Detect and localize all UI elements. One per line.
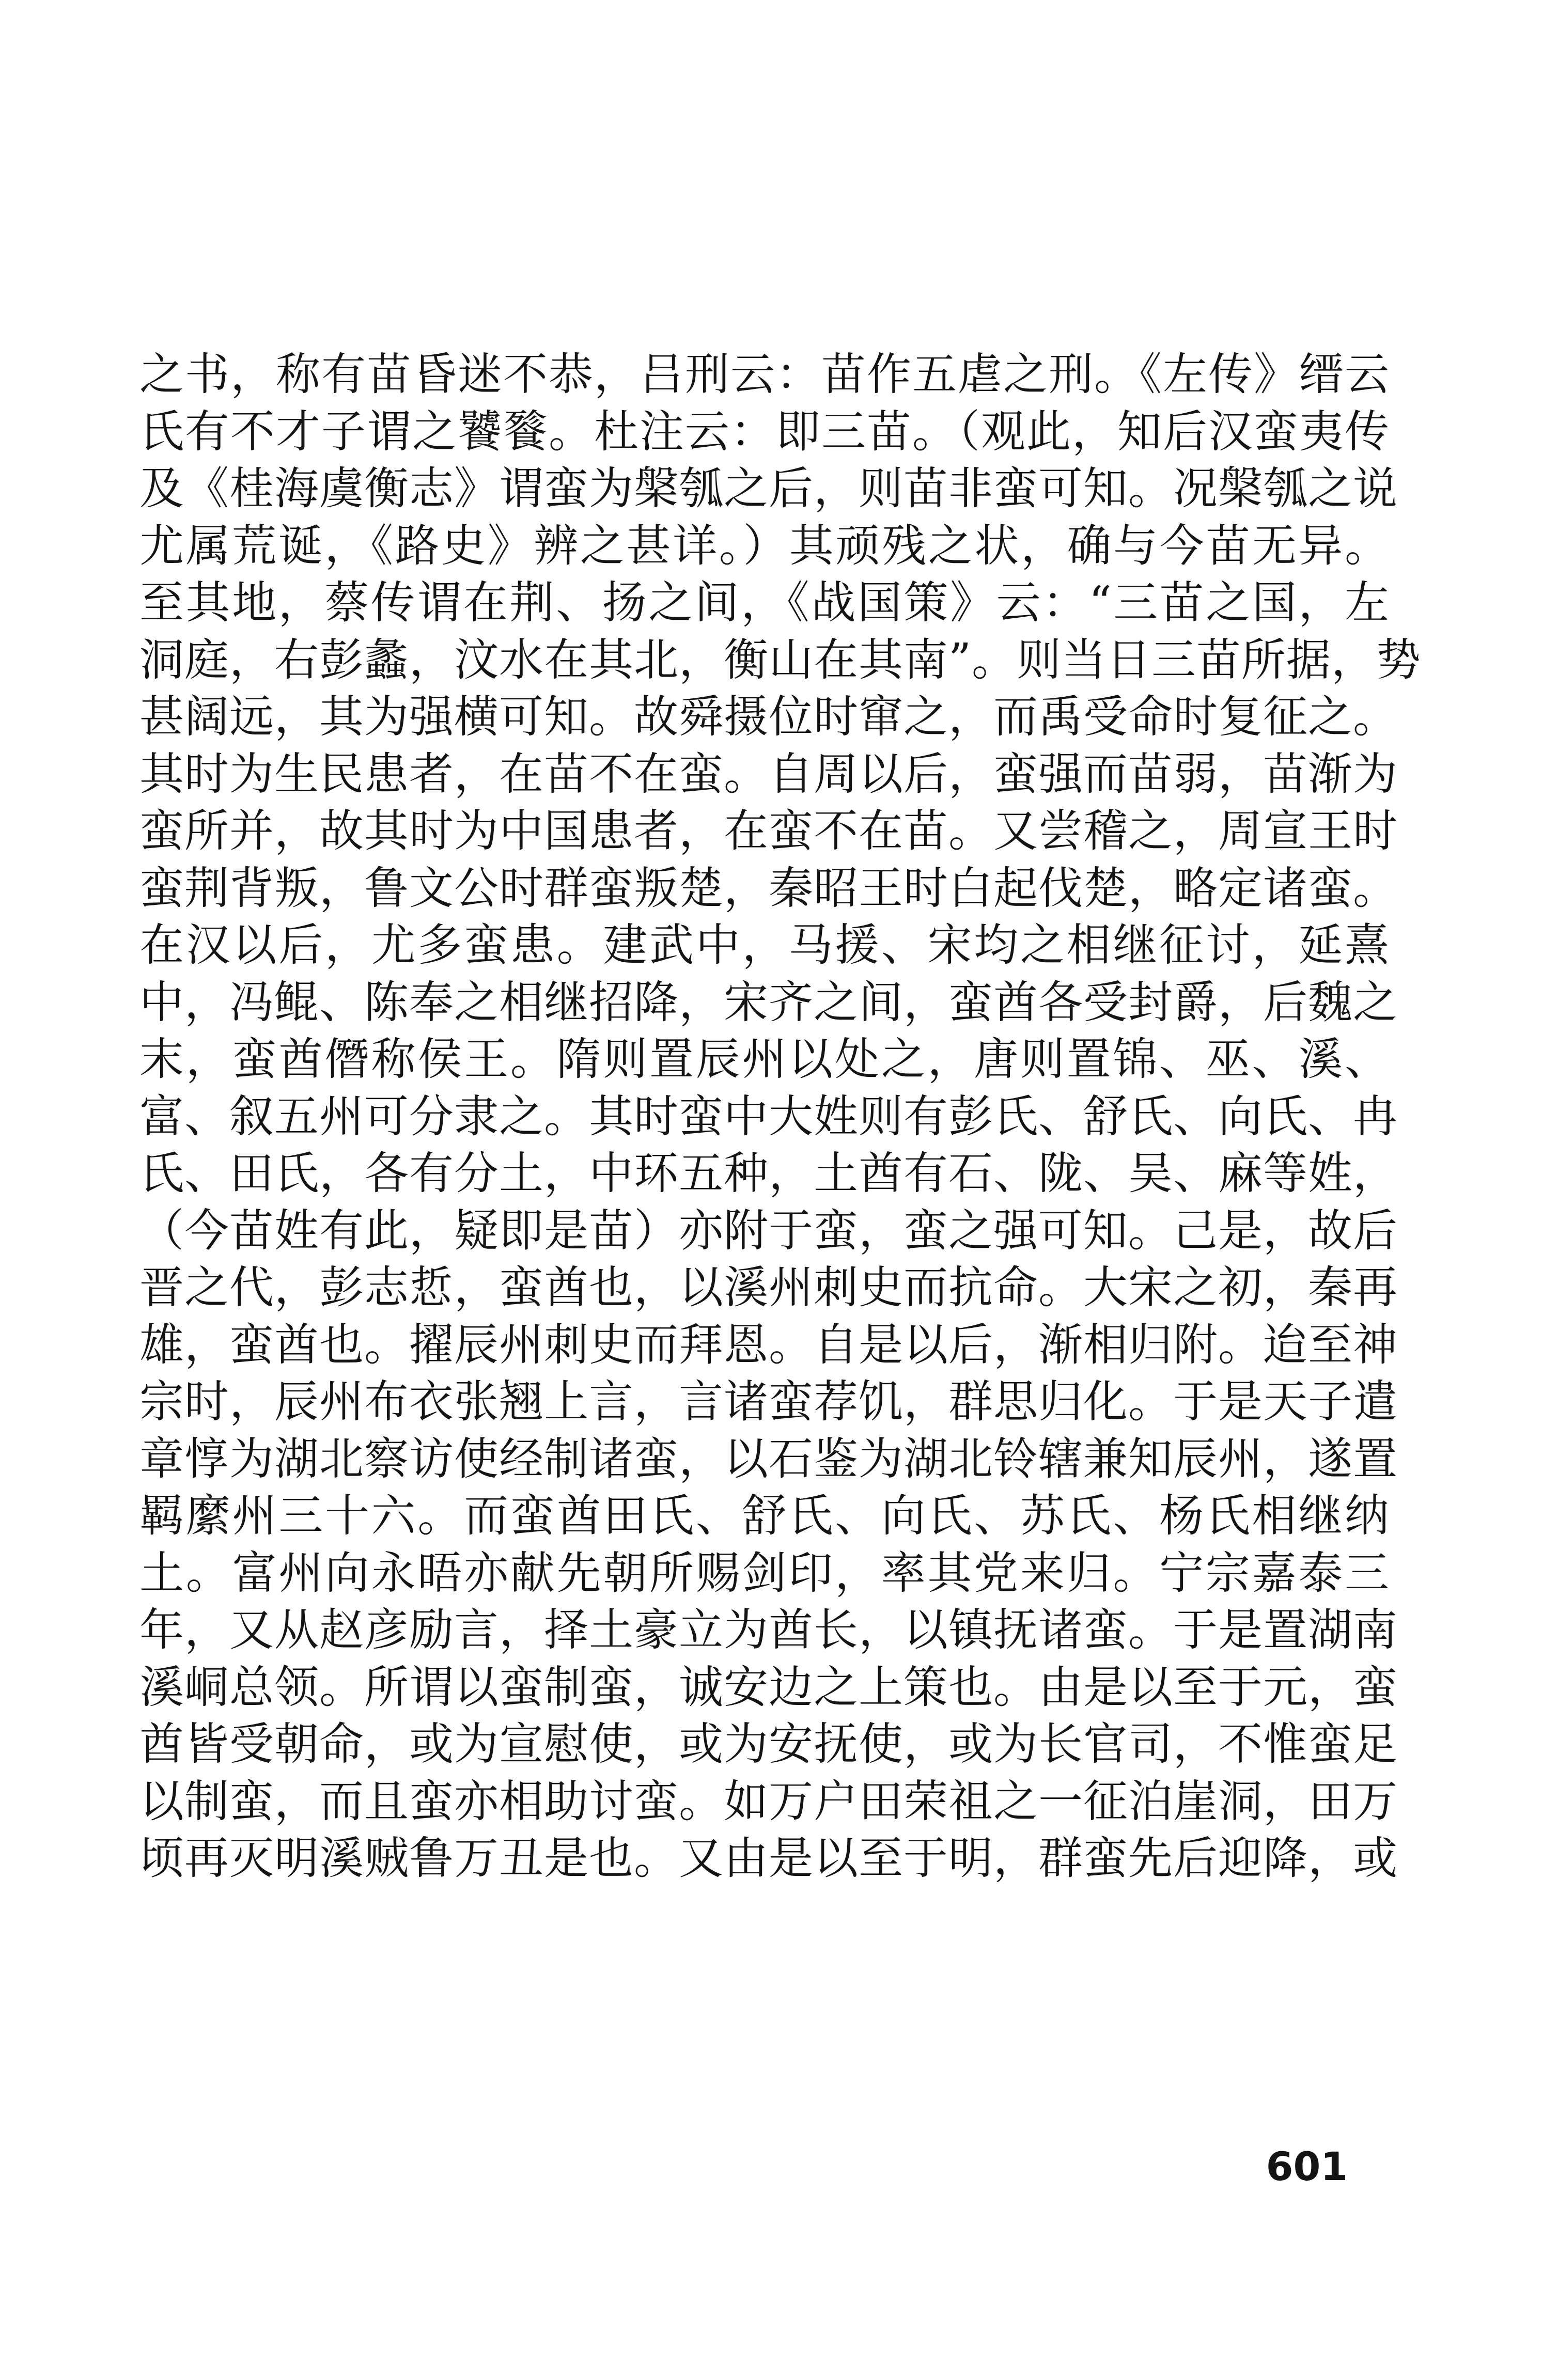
text-line: 在汉以后，尤多蛮患。建武中，马援、宋均之相继征讨，延熹 bbox=[139, 919, 1390, 971]
text-line: 溪峒总领。所谓以蛮制蛮，诚安边之上策也。由是以至于元，蛮 bbox=[139, 1661, 1398, 1713]
text-line: 中，冯鲲、陈奉之相继招降，宋齐之间，蛮酋各受封爵，后魏之 bbox=[139, 976, 1398, 1028]
text-line: 雄，蛮酋也。擢辰州刺史而拜恩。自是以后，渐相归附。迨至神 bbox=[139, 1319, 1398, 1371]
text-line: 年，又从赵彦励言，择土豪立为酋长，以镇抚诸蛮。于是置湖南 bbox=[139, 1604, 1398, 1656]
text-line: 至其地，蔡传谓在荆、扬之间，《战国策》云：“三苗之国，左 bbox=[139, 577, 1390, 629]
text-line: 氏有不才子谓之饕餮。杜注云：即三苗。（观此，知后汉蛮夷传 bbox=[139, 405, 1390, 458]
text-line: 酋皆受朝命，或为宣慰使，或为安抚使，或为长官司，不惟蛮足 bbox=[139, 1718, 1398, 1770]
text-line: 以制蛮，而且蛮亦相助讨蛮。如万户田荣祖之一征泊崖洞，田万 bbox=[139, 1775, 1398, 1827]
text-line: 宗时，辰州布衣张翘上言，言诸蛮荐饥，群思归化。于是天子遣 bbox=[139, 1376, 1398, 1428]
text-line: 蛮荆背叛，鲁文公时群蛮叛楚，秦昭王时白起伐楚，略定诸蛮。 bbox=[139, 862, 1398, 914]
text-line: 末，蛮酋僭称侯王。隋则置辰州以处之，唐则置锦、巫、溪、 bbox=[139, 1034, 1390, 1085]
text-line: 氏、田氏，各有分土，中环五种，土酋有石、陇、吴、麻等姓， bbox=[139, 1148, 1398, 1199]
text-line: 土。富州向永晤亦献先朝所赐剑印，率其党来归。宁宗嘉泰三 bbox=[139, 1547, 1390, 1599]
text-line: 洞庭，右彭蠡，汶水在其北，衡山在其南”。则当日三苗所据，势 bbox=[139, 634, 1421, 686]
text-line: 富、叙五州可分隶之。其时蛮中大姓则有彭氏、舒氏、向氏、冉 bbox=[139, 1090, 1398, 1142]
text-line: 其时为生民患者，在苗不在蛮。自周以后，蛮强而苗弱，苗渐为 bbox=[139, 748, 1398, 800]
text-line: 晋之代，彭志悊，蛮酋也，以溪州刺史而抗命。大宋之初，秦再 bbox=[139, 1262, 1398, 1313]
text-line: 章惇为湖北察访使经制诸蛮，以石鉴为湖北铃辖兼知辰州，遂置 bbox=[139, 1433, 1398, 1485]
page-number: 601 bbox=[1266, 2143, 1348, 2189]
text-line: 甚阔远，其为强横可知。故舜摄位时窜之，而禹受命时复征之。 bbox=[139, 691, 1398, 743]
body-text bbox=[139, 346, 1421, 1887]
text-line: （今苗姓有此，疑即是苗）亦附于蛮，蛮之强可知。己是，故后 bbox=[139, 1204, 1398, 1257]
text-line: 及《桂海虞衡志》谓蛮为槃瓠之后，则苗非蛮可知。况槃瓠之说 bbox=[139, 463, 1398, 514]
text-line: 尤属荒诞，《路史》辨之甚详。）其顽残之状，确与今苗无异。 bbox=[139, 520, 1390, 572]
text-line: 羁縻州三十六。而蛮酋田氏、舒氏、向氏、苏氏、杨氏相继纳 bbox=[139, 1490, 1390, 1542]
text-line: 顷再灭明溪贼鲁万丑是也。又由是以至于明，群蛮先后迎降，或 bbox=[139, 1833, 1398, 1884]
text-line: 之书，称有苗昏迷不恭，吕刑云：苗作五虐之刑。《左传》缙云 bbox=[139, 349, 1390, 400]
text-line: 蛮所并，故其时为中国患者，在蛮不在苗。又尝稽之，周宣王时 bbox=[139, 805, 1398, 857]
